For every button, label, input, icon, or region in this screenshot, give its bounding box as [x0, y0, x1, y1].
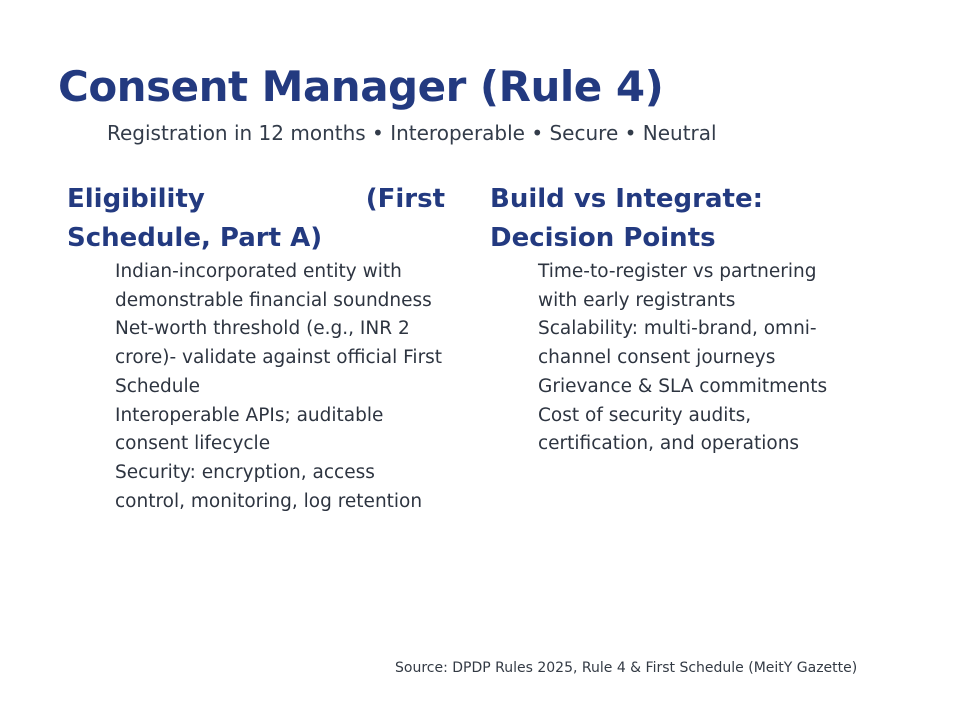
- list-item: Net-worth threshold (e.g., INR 2 crore)- validate against official First Schedule: [115, 318, 443, 397]
- slide-subtitle: Registration in 12 months • Interoperable • Secure • Neutral: [107, 121, 717, 145]
- list-item: Grievance & SLA commitments: [538, 375, 828, 397]
- list-item: Cost of security audits, certification, and operations: [538, 404, 800, 455]
- list-item: Interoperable APIs; auditable consent lifecycle: [115, 404, 384, 455]
- source-note: Source: DPDP Rules 2025, Rule 4 & First Schedule (MeitY Gazette): [395, 660, 858, 676]
- list-item: Time-to-register vs partnering with early registrants: [538, 261, 817, 311]
- decision-points-heading: Build vs Integrate: Decision Points: [490, 184, 763, 253]
- list-item: Scalability: multi-brand, omni-channel consent journeys: [538, 318, 817, 369]
- list-item: Indian-incorporated entity with demonstrable financial soundness: [115, 261, 432, 311]
- decision-points-column: [490, 180, 880, 459]
- eligibility-list: [67, 258, 450, 516]
- eligibility-heading: Eligibility (First Schedule, Part A): [67, 184, 445, 253]
- slide-title: Consent Manager (Rule 4): [58, 62, 664, 111]
- decision-points-list: [490, 258, 843, 459]
- list-item: Security: encryption, access control, monitoring, log retention: [115, 461, 423, 512]
- eligibility-column: [67, 180, 457, 516]
